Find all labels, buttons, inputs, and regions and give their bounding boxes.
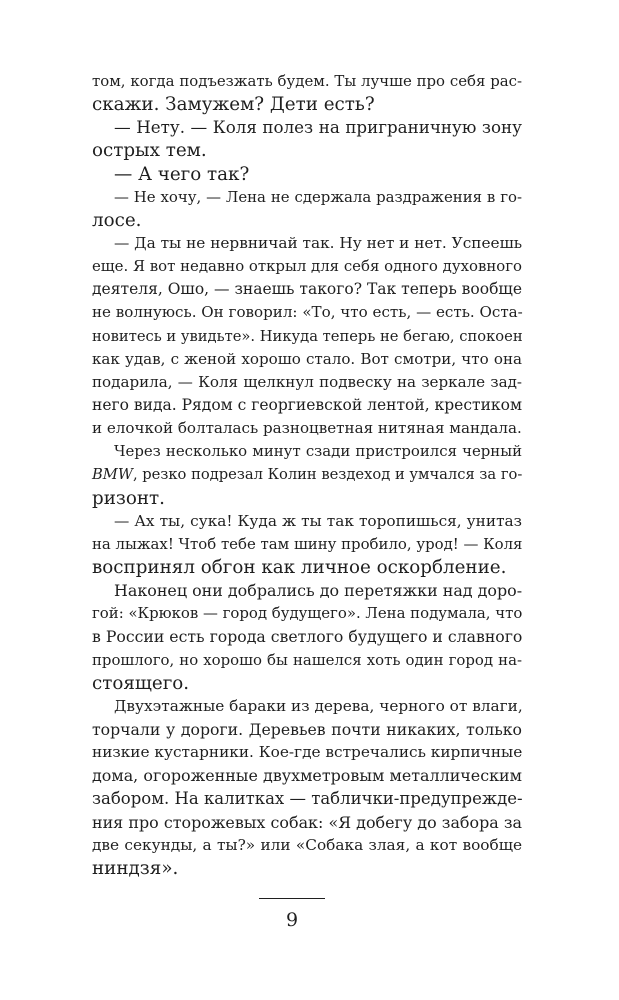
text-line: — Ах ты, сука! Куда ж ты так торопишься, унитаз <box>114 511 522 530</box>
text-line: — Не хочу, — Лена не сдержала раздражения в го- <box>114 187 522 206</box>
text-line: гой: «Крюков — город будущего». Лена подумала, что <box>92 604 523 623</box>
text-line: Через несколько минут сзади пристроился черный <box>114 442 522 461</box>
text-line: две секунды, а ты?» или «Собака злая, а кот вообще <box>92 835 522 854</box>
text-line: острых тем. <box>92 140 207 162</box>
paragraph <box>92 440 522 509</box>
text-line: ризонт. <box>92 487 165 509</box>
text-line: прошлого, но хорошо бы нашелся хоть один город на- <box>92 650 522 669</box>
text-line: еще. Я вот недавно открыл для себя одного духовного <box>92 257 522 276</box>
paragraph <box>92 695 522 880</box>
text-line: на лыжах! Чтоб тебе там шину пробило, урод! — Коля <box>92 534 523 553</box>
text-line: Двухэтажные бараки из дерева, черного от влаги, <box>114 696 523 715</box>
text-line: новитесь и увидьте». Никуда теперь не бегаю, спокоен <box>92 327 523 345</box>
text-line: — Да ты не нервничай так. Ну нет и нет. Успеешь <box>114 233 523 252</box>
text-line: ния про сторожевых собак: «Я добегу до забора за <box>92 812 522 832</box>
paragraph <box>92 186 522 232</box>
text-line: том, когда подъезжать будем. Ты лучше про себя рас- <box>92 72 522 90</box>
paragraph <box>92 163 522 186</box>
page-number: 9 <box>285 909 299 931</box>
paragraph <box>92 232 522 440</box>
text-line: — А чего так? <box>114 163 250 185</box>
folio-rule <box>259 898 325 899</box>
text-line: BMW, резко подрезал Колин вездеход и умчался за го- <box>92 466 523 484</box>
paragraph <box>92 579 522 695</box>
text-line: стоящего. <box>92 672 190 694</box>
text-line: забором. На калитках — таблички-предупрежде- <box>92 789 523 809</box>
text-line: дома, огороженные двухметровым металлическим <box>92 766 522 786</box>
body-text <box>92 70 522 880</box>
text-line: как удав, с женой хорошо стало. Вот смотри, что она <box>92 349 522 368</box>
text-line: — Нету. — Коля полез на приграничную зону <box>114 117 522 138</box>
text-line: Наконец они добрались до перетяжки над доро- <box>114 581 523 601</box>
text-line: и елочкой болталась разноцветная нитяная мандала. <box>92 419 522 438</box>
text-line: воспринял обгон как личное оскорбление. <box>92 556 507 578</box>
paragraph <box>92 510 522 579</box>
text-line: в России есть города светлого будущего и славного <box>92 627 523 647</box>
text-line: деятеля, Ошо, — знаешь такого? Так теперь вообще <box>92 280 522 299</box>
paragraph <box>92 70 522 116</box>
text-line: скажи. Замужем? Дети есть? <box>92 94 375 116</box>
paragraph <box>92 116 522 162</box>
text-line: ниндзя». <box>92 857 179 879</box>
text-line: него вида. Рядом с георгиевской лентой, крестиком <box>92 395 522 414</box>
text-line: подарила, — Коля щелкнул подвеску на зеркале зад- <box>92 372 522 391</box>
text-line: лосе. <box>92 209 142 231</box>
text-line: не волнуюсь. Он говорил: «То, что есть, — есть. Оста- <box>92 303 523 322</box>
text-line: низкие кустарники. Кое-где встречались кирпичные <box>92 743 523 762</box>
text-line: торчали у дороги. Деревьев почти никаких, только <box>92 719 522 739</box>
